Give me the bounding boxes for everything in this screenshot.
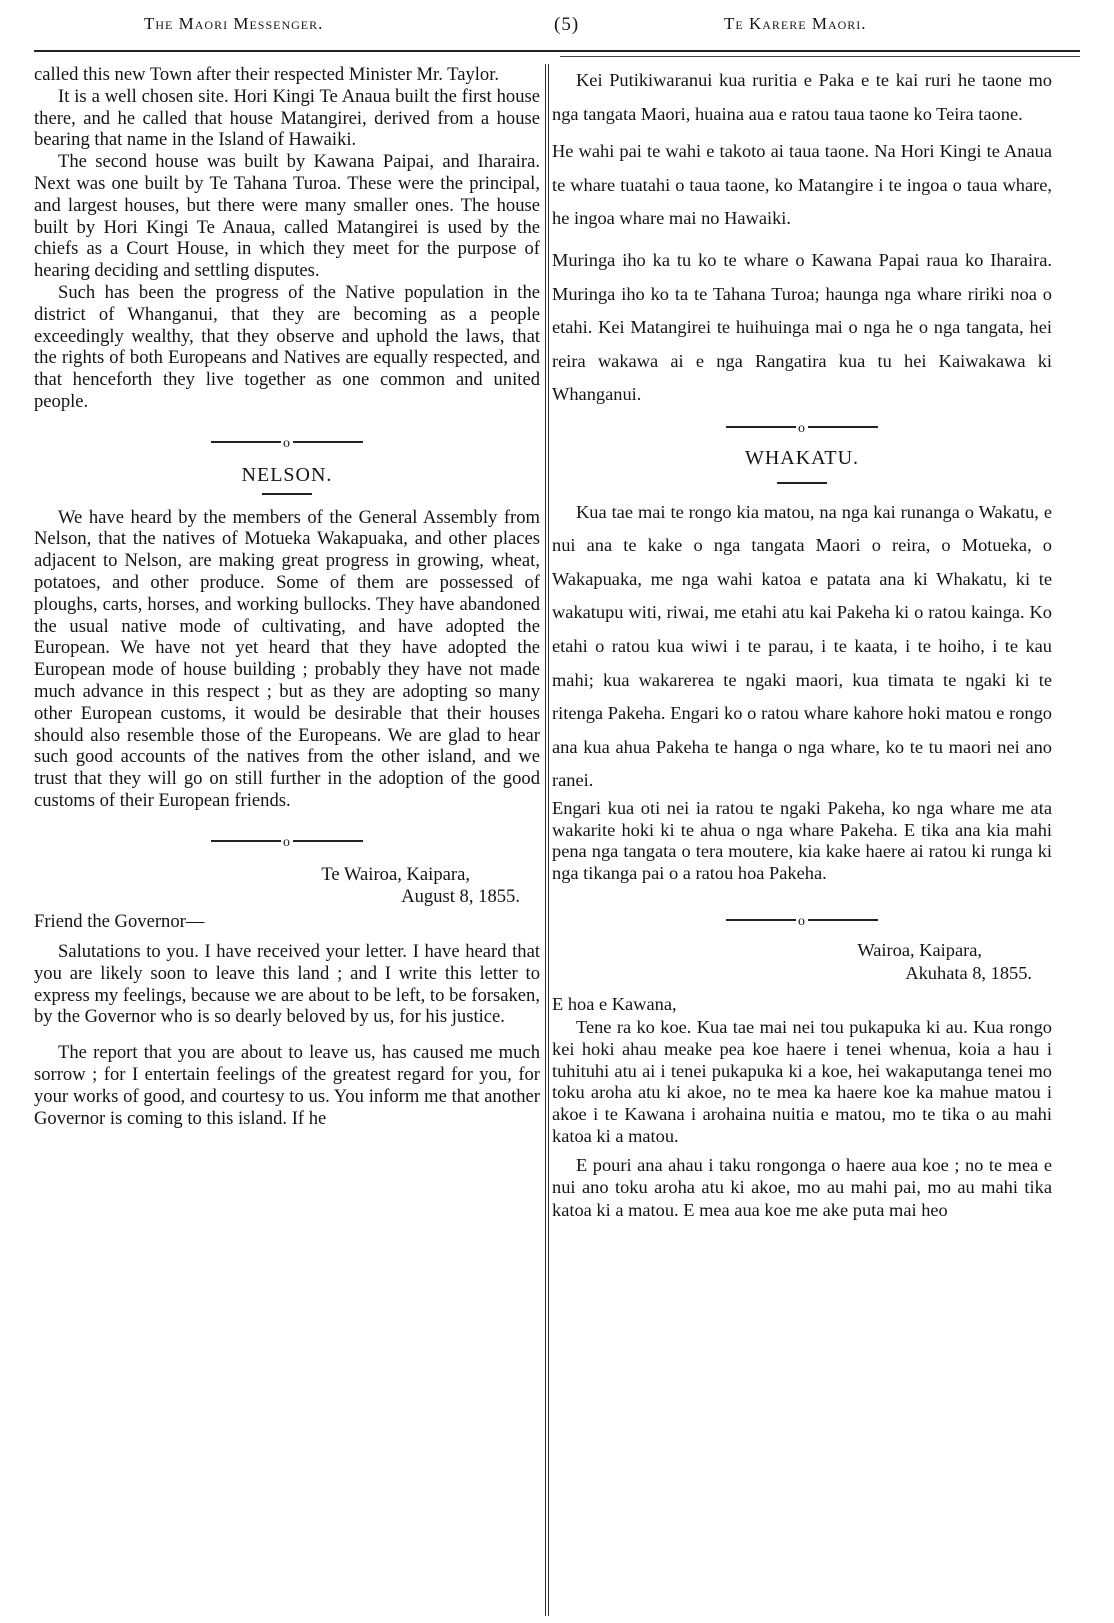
heading-rule: [777, 482, 827, 484]
column-divider-right: [548, 64, 549, 1616]
nelson-heading: NELSON.: [241, 463, 333, 486]
letter-paragraph-2: E pouri ana ahau i taku rongonga o haere aua koe ; no te mea e nui ano toku aroha atu ki akoe, mo au mahi pai, mo au mahi tika katoa ki a matou. E mea aua koe me ake puta mai heo: [552, 1154, 1052, 1221]
letter-paragraph-1: Salutations to you. I have received your letter. I have heard that you are likely soon to leave this land ; and I write this letter to express my feelings, because we are about to be left, to be forsaken, by the Governor who is so dearly beloved by us, for his justice.: [34, 941, 540, 1028]
masthead-english-title: The Maori Messenger.: [144, 14, 324, 33]
letter-dateline: [552, 939, 1052, 985]
english-column: [34, 64, 540, 1616]
section-separator: [34, 435, 540, 453]
header-rule-secondary: [560, 56, 1080, 57]
english-intro-paragraph-2: It is a well chosen site. Hori Kingi Te Anaua built the first house there, and he called that house Matangirei, derived from a house bearing that name in the Island of Hawaiki.: [34, 85, 540, 151]
column-divider-left: [545, 64, 546, 1616]
letter-place: Wairoa, Kaipara,: [857, 940, 982, 961]
section-separator: [552, 913, 1052, 931]
english-intro-paragraph-3: The second house was built by Kawana Paipai, and Iharaira. Next was one built by Te Tahana Turoa. These were the principal, and largest houses, but there were many smaller ones. The house built by Hori Kingi Te Anaua, called Matangirei is used by the chiefs as a Court House, in which they meet for the purpose of hearing deciding and settling disputes.: [34, 151, 540, 282]
nelson-paragraph: We have heard by the members of the General Assembly from Nelson, that the natives of Motueka Wakapuaka, and other places adjacent to Nelson, are making great progress in growing, wheat, potatoes, and other produce. Some of them are possessed of ploughs, carts, horses, and working bullocks. They have abandoned the usual native mode of cultivating, and have adopted the European. We have not yet heard that they have adopted the European mode of house building ; probably they have not made much advance in this respect ; but as they are adopting so many other European customs, it would be desirable that their houses should also resemble those of the Europeans. We are glad to hear such good accounts of the natives from the other island, and we trust that they will go on still further in the adoption of the good customs of their European friends.: [34, 506, 540, 811]
masthead-maori-title: Te Karere Maori.: [724, 14, 867, 33]
separator-ornament: o: [798, 914, 806, 930]
maori-intro-paragraph-3: Muringa iho ka tu ko te whare o Kawana Papai raua ko Iharaira. Muringa iho ko ta te Tahana Turoa; haunga nga whare ririki noa o etahi. Kei Matangirei te huihuinga mai o nga he o nga tangata, hei reira wakawa ai e nga Rangatira kua tu hei Kaiwakawa ki Whanganui.: [552, 249, 1052, 405]
maori-column: [552, 64, 1052, 1616]
letter-salutation: Friend the Governor—: [34, 911, 205, 933]
separator-ornament: o: [283, 435, 291, 451]
letter-paragraph-2: The report that you are about to leave us, has caused me much sorrow ; for I entertain feelings of the greatest regard for you, for your works of good, and courtesy to us. You inform me that another Governor is coming to this island. If he: [34, 1042, 540, 1129]
letter-date: Akuhata 8, 1855.: [905, 963, 1032, 984]
separator-ornament: o: [283, 834, 291, 850]
header-rule: [34, 50, 1080, 52]
section-separator: [34, 834, 540, 852]
whakatu-heading: WHAKATU.: [744, 446, 860, 469]
masthead: [34, 14, 1080, 44]
separator-ornament: o: [798, 420, 806, 436]
whakatu-paragraph-2: Engari kua oti nei ia ratou te ngaki Pakeha, ko nga whare me ata wakarite hoki ki te ahua o nga whare Pakeha. E tika ana kia mahi pena nga tangata o tera moutere, kia kake haere ai ratou ki runga ki nga tikanga pai o a ratou hoa Pakeha.: [552, 797, 1052, 884]
section-separator: [552, 420, 1052, 438]
letter-date: August 8, 1855.: [401, 885, 520, 907]
english-intro-paragraph-4: Such has been the progress of the Native population in the district of Whanganui, that they are becoming as a people exceedingly wealthy, that they observe and uphold the laws, that the rights of both Europeans and Natives are equally respected, and that henceforth they live together as one common and united people.: [34, 281, 540, 412]
letter-dateline: [34, 864, 540, 908]
page-number: (5): [554, 14, 580, 35]
heading-rule: [262, 493, 312, 495]
letter-place: Te Wairoa, Kaipara,: [321, 863, 470, 885]
maori-intro-paragraph-1: Kei Putikiwaranui kua ruritia e Paka e te kai ruri he taone mo nga tangata Maori, huaina aua e ratou taua taone ko Teira taone.: [552, 70, 1052, 124]
letter-salutation: E hoa e Kawana,: [552, 994, 677, 1015]
maori-intro-paragraph-2: He wahi pai te wahi e takoto ai taua taone. Na Hori Kingi te Anaua te whare tuatahi o taua taone, ko Matangire i te ingoa o taua whare, he ingoa whare mai no Hawaiki.: [552, 141, 1052, 229]
letter-paragraph-1: Tene ra ko koe. Kua tae mai nei tou pukapuka ki au. Kua rongo kei hoki ahau meake pea koe haere i tenei whenua, koia a hau i tuhituhi atu ai i tenei pukapuka ki a koe, hei wakaputanga tenei mo toku aroha atu ki akoe, no te mea ka haere koe ka mahue matou i akoe i te Kawana i arohaina nuitia e matou, mo te tika o au mahi katoa ki a matou.: [552, 1017, 1052, 1147]
english-intro-paragraph-1: called this new Town after their respected Minister Mr. Taylor.: [34, 64, 500, 85]
whakatu-paragraph-1: Kua tae mai te rongo kia matou, na nga kai runanga o Wakatu, e nui ana te kake o nga tangata Maori o reira, o Motueka, o Wakapuaka, me nga wahi katoa e patata ana ki Whakatu, ki te wakatupu witi, riwai, me etahi atu kai Pakeha ki o ratou kainga. Ko etahi o ratou kua wiwi i te parau, i te kaata, i te hoiho, i te kau mahi; kua wakarerea te ngaki maori, kua timata te ngaki ki te ritenga Pakeha. Engari ko o ratou whare kahore hoki matou e rongo ana kua ahua Pakeha te hanga o nga whare, ko te tu maori nei ano ranei.: [552, 501, 1052, 791]
